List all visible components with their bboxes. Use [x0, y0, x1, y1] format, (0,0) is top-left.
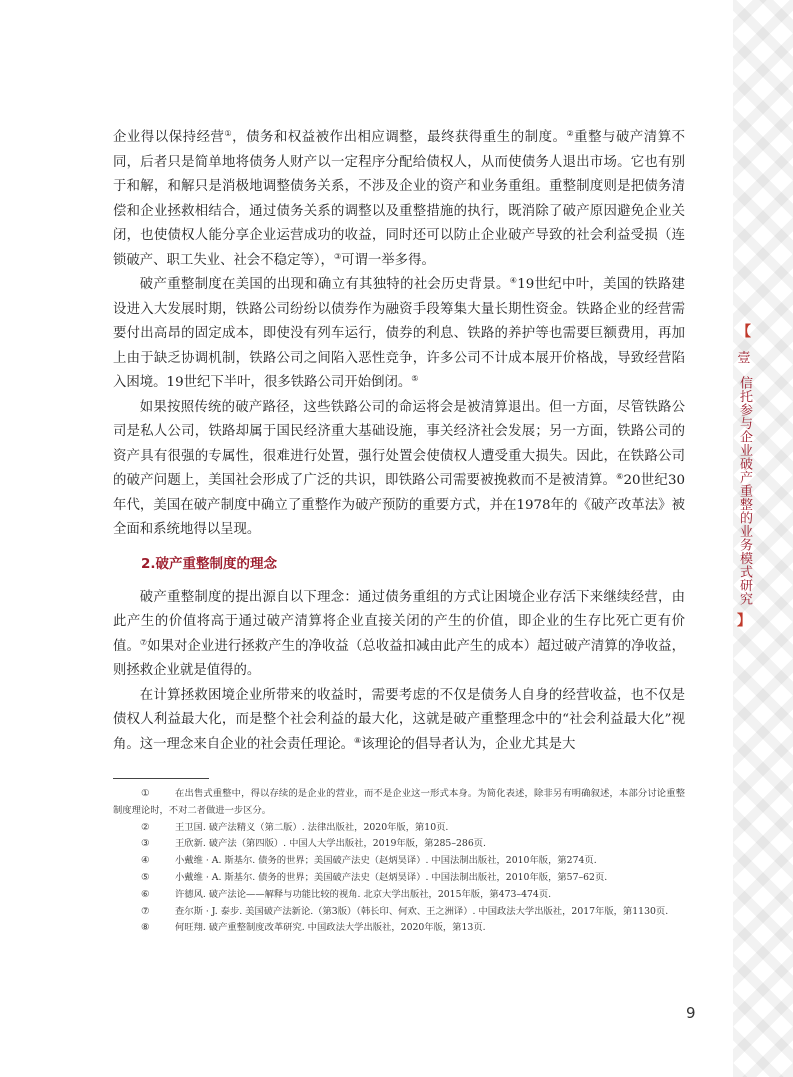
footnote-number: ⑥	[141, 888, 150, 900]
footnote-marker: ①	[224, 129, 233, 138]
footnote-marker: ⑦	[139, 637, 148, 647]
footnote-number: ⑦	[141, 905, 150, 917]
side-label-title: 信托参与企业破产重整的业务模式研究	[737, 376, 752, 606]
footnote	[113, 904, 685, 921]
paragraph	[113, 684, 685, 758]
side-label-chapter-number: 壹	[737, 351, 751, 366]
footnote-marker: ⑧	[354, 735, 362, 745]
footnote-text: 王欣新. 破产法（第四版）. 中国人大学出版社，2019年版，第285–286页.	[175, 838, 486, 850]
page-number: 9	[686, 1004, 696, 1022]
paragraph-text: 可谓一举多得。	[341, 252, 435, 268]
footnote-number: ②	[141, 821, 150, 833]
footnotes	[113, 786, 685, 937]
footnote-number: ⑧	[141, 922, 150, 934]
footnote	[113, 786, 685, 820]
footnote-text: 小戴维 · A. 斯基尔. 债务的世界；美国破产法史（赵炳昊译）. 中国法制出版社，2010年版，第57–62页.	[175, 871, 608, 883]
footnote-number: ⑤	[141, 871, 150, 883]
footnote-text: 查尔斯 · J. 泰步. 美国破产法新论.（第3版）（韩长印、何欢、王之洲译）. 中国政法大学出版社，2017年版，第1130页.	[175, 905, 669, 917]
footnote-number: ①	[141, 788, 150, 799]
paragraph-text: 如果对企业进行拯救产生的净收益（总收益扣减由此产生的成本）超过破产清算的净收益，则拯救企业就是值得的。	[113, 638, 686, 678]
footnote	[113, 920, 685, 937]
paragraph-text: 该理论的倡导者认为，企业尤其是大	[361, 736, 576, 752]
footnote-text: 王卫国. 破产法精义（第二版）. 法律出版社，2020年版，第10页.	[175, 821, 449, 833]
footnote-separator	[113, 778, 209, 779]
paragraph-text: 重整与破产清算不同，后者只是简单地将债务人财产以一定程序分配给债权人，从而使债务人退出市场。它也有别于和解，和解只是消极地调整债务关系，不涉及企业的资产和业务重组。重整制度则是把债务清偿和企业拯救相结合，通过债务关系的调整以及重整措施的执行，既消除了破产原因避免企业关闭，也使债权人能分享企业运营成功的收益，同时还可以防止企业破产导致的社会利益受损（连锁破产、职工失业、社会不稳定等），	[113, 130, 686, 268]
footnote-text: 在出售式重整中，得以存续的是企业的营业，而不是企业这一形式本身。为简化表述，除非另有明确叙述，本部分讨论重整制度理论时，不对二者做进一步区分。	[113, 788, 685, 816]
footnote-number: ③	[141, 838, 150, 850]
paragraph-text: 在计算拯救困境企业所带来的收益时，需要考虑的不仅是债务人自身的经营收益，也不仅是债权人利益最大化，而是整个社会利益的最大化，这就是破产重整理念中的“社会利益最大化”视角。这一理念来自企业的社会责任理论。	[113, 687, 685, 752]
footnote-marker: ⑤	[411, 374, 419, 383]
paragraph	[113, 126, 685, 273]
chapter-side-label	[733, 325, 755, 628]
footnote	[113, 887, 685, 904]
side-label-open-bracket: 【	[737, 324, 751, 340]
footnote-text: 何旺翔. 破产重整制度改革研究. 中国政法大学出版社，2020年版，第13页.	[175, 922, 486, 934]
section-heading: 2.破产重整制度的理念	[141, 555, 278, 572]
paragraph-text: 企业得以保持经营	[113, 130, 225, 145]
footnote-text: 许德风. 破产法论——解释与功能比较的视角. 北京大学出版社，2015年版，第473–474页.	[175, 888, 552, 900]
footnote-marker: ⑥	[616, 472, 624, 481]
paragraph-text: 19世纪中叶，美国的铁路建设进入大发展时期，铁路公司纷纷以债券作为融资手段筹集大量长期性资金。铁路企业的经营需要付出高昂的固定成本，即使没有列车运行，债券的利息、铁路的养护等也需要巨额费用，再加上由于缺乏协调机制，铁路公司之间陷入恶性竞争，许多公司不计成本展开价格战，导致经营陷入困境。19世纪下半叶，很多铁路公司开始倒闭。	[113, 277, 685, 390]
paragraph-text: 如果按照传统的破产路径，这些铁路公司的命运将会是被清算退出。但一方面，尽管铁路公司是私人公司，铁路却属于国民经济重大基础设施，事关经济社会发展；另一方面，铁路公司的资产具有很强的专属性，很难进行处置，强行处置会使债权人遭受重大损失。因此，在铁路公司的破产问题上，美国社会形成了广泛的共识，即铁路公司需要被挽救而不是被清算。	[113, 399, 685, 488]
paragraph-text: 20世纪30年代，美国在破产制度中确立了重整作为破产预防的重要方式，并在1978年的《破产改革法》被全面和系统地得以呈现。	[113, 473, 686, 537]
paragraph	[113, 586, 685, 684]
footnote	[113, 836, 685, 853]
footnote-text: 小戴维 · A. 斯基尔. 债务的世界；美国破产法史（赵炳昊译）. 中国法制出版社，2010年版，第274页.	[175, 855, 597, 867]
main-text	[113, 126, 685, 757]
paragraph	[113, 273, 685, 396]
footnote	[113, 820, 685, 837]
footnote-marker: ③	[333, 251, 342, 261]
footnote-marker: ④	[509, 276, 518, 285]
footnote-number: ④	[141, 855, 150, 867]
paragraph-text: 破产重整制度在美国的出现和确立有其独特的社会历史背景。	[139, 277, 510, 292]
footnote	[113, 853, 685, 870]
footnote-marker: ②	[566, 129, 575, 138]
paragraph-text: ，债务和权益被作出相应调整，最终获得重生的制度。	[232, 130, 567, 145]
footnote	[113, 870, 685, 887]
side-label-close-bracket: 】	[737, 612, 751, 629]
paragraph	[113, 396, 685, 543]
paragraph-text: 破产重整制度的提出源自以下理念：通过债务重组的方式让困境企业存活下来继续经营，由此产生的价值将高于通过破产清算将企业直接关闭的产生的价值，即企业的生存比死亡更有价值。	[113, 589, 685, 654]
